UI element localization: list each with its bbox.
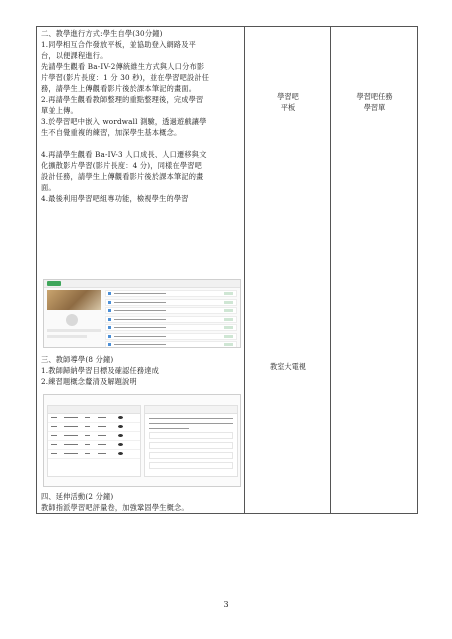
eye-icon (118, 434, 123, 437)
text-line: 4.最後利用學習吧組專功能，檢視學生的學習 (41, 194, 189, 203)
tool-label: 平板 (280, 103, 296, 112)
course-banner-image (47, 290, 101, 310)
task-list (105, 290, 237, 344)
text-line: 教師指派學習吧評量卷，加強鞏固學生概念。 (41, 503, 189, 512)
eye-icon (118, 452, 123, 455)
section-heading: 二、教學進行方式:學生自學(30分鐘) (41, 29, 163, 38)
avatar (66, 314, 78, 326)
activity-cell (37, 27, 245, 514)
text-line: 4.再請學生觀看 Ba-IV-3 人口成長、人口遷移與文 (41, 150, 207, 159)
tool-label: 學習吧任務 (356, 92, 393, 101)
assessment-tools (331, 91, 418, 113)
eye-icon (118, 416, 123, 419)
teaching-section (41, 28, 241, 204)
assessment-cell (331, 27, 418, 514)
results-screenshot (43, 394, 241, 487)
platform-tools (245, 91, 331, 113)
guidance-section (41, 354, 241, 387)
section-heading: 三、教師導學(8 分鐘) (41, 355, 114, 364)
text-line: 化擴散影片學習(影片長度：4 分)，同樣在學習吧 (41, 161, 203, 170)
platform-screenshot (43, 279, 241, 348)
screen-tool (245, 361, 331, 372)
text-line: 3.於學習吧中嵌入 wordwall 測驗，透過遊戲讓學 (41, 117, 207, 126)
text-line: 單並上傳。 (41, 106, 78, 115)
lesson-plan-table (36, 26, 418, 514)
text-line: 生不自覺重複的練習，加深學生基本概念。 (41, 128, 182, 137)
tool-label: 教室大電視 (270, 362, 306, 371)
text-line: 2.再請學生觀看教師整理的重點整理後，完成學習 (41, 95, 204, 104)
eye-icon (118, 443, 123, 446)
text-line: 先請學生觀看 Ba-IV-2傳統維生方式與人口分布影 (41, 62, 205, 71)
result-buttons (47, 478, 237, 483)
text-line: 面。 (41, 183, 56, 192)
text-line: 1.同學相互合作發放平板，並協助登入網路及平 (41, 40, 197, 49)
text-line: 台，以便課程進行。 (41, 51, 108, 60)
text-line: 1.教師歸納學習目標及確認任務達成 (41, 366, 160, 375)
tool-label: 學習吧 (277, 92, 299, 101)
page-number: 3 (223, 600, 229, 609)
platform-logo (47, 281, 61, 286)
section-heading: 四、延伸活動(2 分鐘) (41, 492, 114, 501)
text-line: 2.練習題概念釐清及解題說明 (41, 377, 137, 386)
text-line: 設計任務，請學生上傳觀看影片後於課本筆記的畫 (41, 172, 204, 181)
text-line: 務，請學生上傳觀看影片後於課本筆記的畫面。 (41, 84, 197, 93)
results-table (47, 405, 141, 477)
resources-cell (245, 27, 331, 514)
tool-label: 學習單 (363, 103, 386, 112)
eye-icon (118, 425, 123, 428)
results-tabs (47, 397, 142, 403)
text-line: 片學習(影片長度：1 分 30 秒)，並在學習吧設計任 (41, 73, 210, 82)
question-panel (144, 405, 238, 477)
extension-section (41, 491, 241, 513)
